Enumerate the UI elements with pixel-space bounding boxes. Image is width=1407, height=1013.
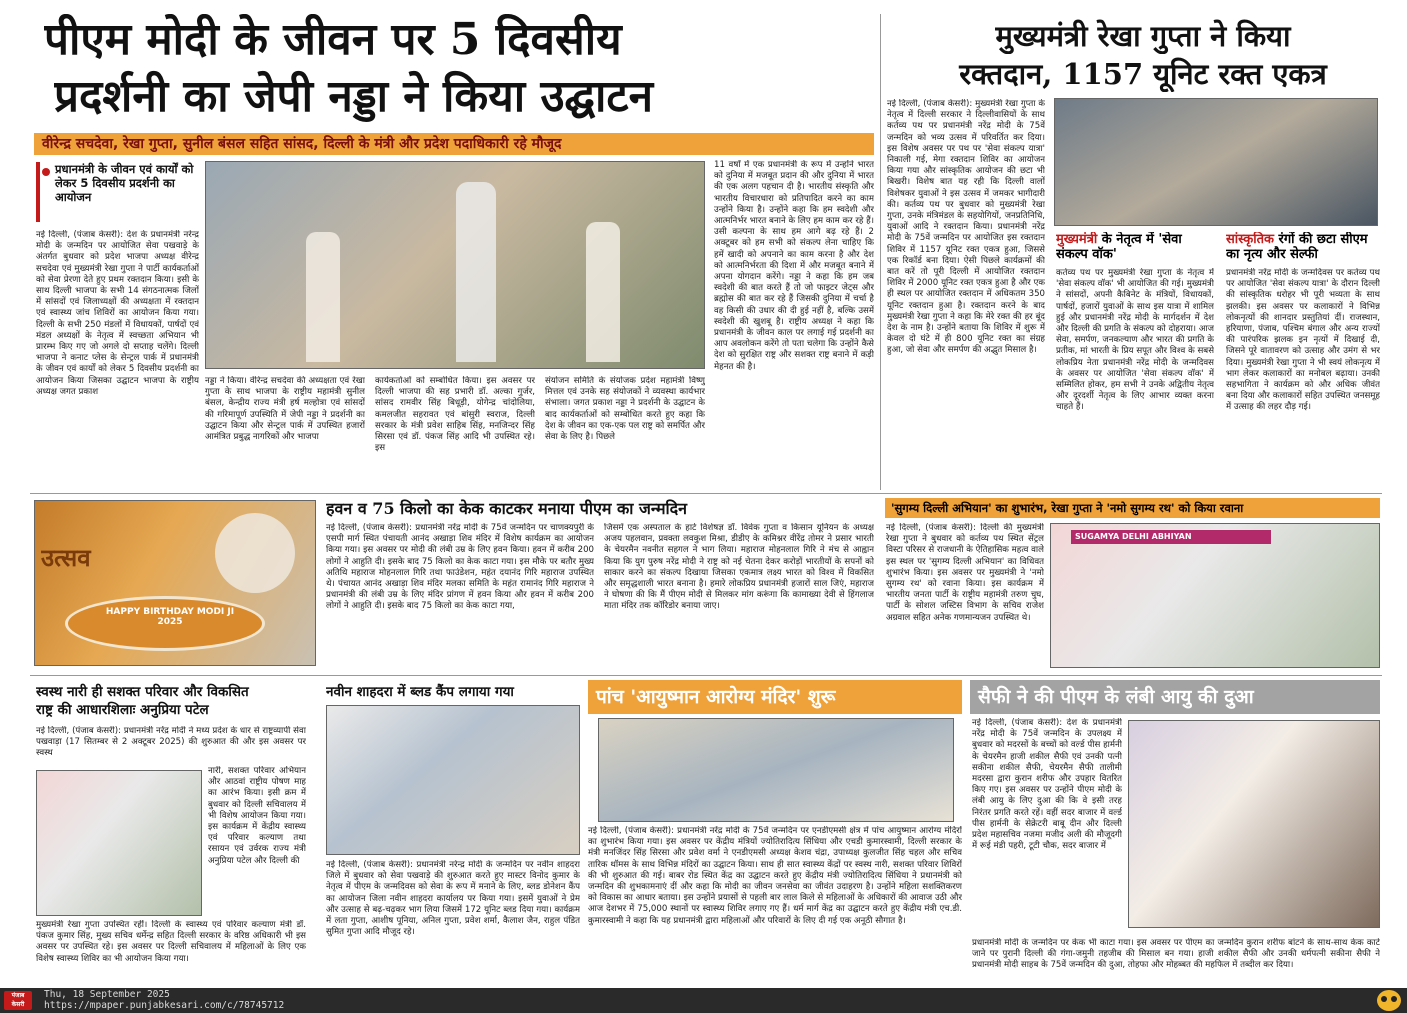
blood-subhead-2 <box>1226 232 1380 264</box>
blood-subhead-1-text: के नेतृत्व में 'सेवा संकल्प वॉक' <box>1056 232 1182 262</box>
saifi-col-side: नई दिल्ली, (पंजाब केसरी): देश के प्रधानमंत्री नरेंद्र मोदी के 75वें जन्मदिन के उपलक्ष्य में बुधवार को मदरसों के बच्चों को वर्ल्ड पीस हार्मनी के चेयरमैन हाजी शकील सैफी एवं उनकी पत्नी सकीना शकील सैफी, चेयरमैन सैफी तालीमी मदरसा द्वारा कुरान शरीफ और उपहार वितरित किए गए। इस अवसर पर उन्होंने पीएम मोदी के लंबी आयु के लिए दुआ की कि वे इसी तरह निरंतर प्रगति करते रहें। वहीं सदर बाजार में वर्ल्ड पीस हार्मनी के सेक्रेटरी बाबू दीन और दिल्ली प्रदेश महासचिव नजमा मजीद अली की मौजूदगी में रूई मंडी पहरी, टूटी चौक, सदर बाजार में <box>972 718 1122 852</box>
main-headline-line1: पीएम मोदी के जीवन पर 5 दिवसीय <box>44 14 622 65</box>
nari-headline-line1: स्वस्थ नारी ही सशक्त परिवार और विकसित <box>36 684 249 700</box>
cake-headline: हवन व 75 किलो का केक काटकर मनाया पीएम का जन्मदिन <box>326 499 688 518</box>
main-headline-strap: वीरेन्द्र सचदेवा, रेखा गुप्ता, सुनील बंसल सहित सांसद, दिल्ली के मंत्री और प्रदेश पदाधिकारी रहे मौजूद <box>34 133 874 155</box>
nari-col-bottom: मुख्यमंत्री रेखा गुप्ता उपस्थित रहीं। दिल्ली के स्वास्थ्य एवं परिवार कल्याण मंत्री डॉ. पंकज कुमार सिंह, मुख्य सचिव धर्मेन्द्र सहित दिल्ली सरकार के वरिष्ठ अधिकारी भी इस अवसर पर उपस्थित रहे। इस अवसर पर दिल्ली सचिवालय में महिलाओं के लिए एक विशेष स्वास्थ्य शिविर का भी आयोजन किया गया। <box>36 920 306 964</box>
saifi-col-bottom: प्रधानमंत्री मोदी के जन्मदिन पर केक भी काटा गया। इस अवसर पर पीएम का जन्मदिन कुरान शरीफ बांटने के साथ-साथ केक काटे जाने पर पुरानी दिल्ली की गंगा-जमुनी तहजीब की मिसाल बन गया। हाजी शकील सैफी और उनकी धर्मपत्नी सकीना सैफी ने प्रधानमंत्री मोदी साहब के 75वें जन्मदिन की दुआ, तोहफा और मोहब्बत की महफिल में तब्दील कर दिया। <box>972 938 1380 971</box>
column-separator <box>880 14 881 490</box>
sugamya-headline: 'सुगम्य दिल्ली अभियान' का शुभारंभ, रेखा गुप्ता ने 'नमो सुगम्य रथ' को किया रवाना <box>891 501 1244 515</box>
exhibition-col-4: संयोजन समिति के संयोजक प्रदेश महामंत्री विष्णु मित्तल एवं उनके सह संयोजकों ने व्यवस्था कार्यभार संभाला। जगत प्रकाश नड्डा ने प्रदर्शनी के उद्घाटन के बाद कार्यकर्ताओं को सम्बोधित करते हुए कहा कि देश के जीवन का एक-एक पल राष्ट्र को समर्पित और सेवा के लिए है। पिछले <box>545 376 705 443</box>
blood-subhead-2-text: रंगों की छटा सीएम का नृत्य और सेल्फी <box>1226 232 1368 262</box>
row-separator-2 <box>30 675 1382 676</box>
blood-headline-line1: मुख्यमंत्री रेखा गुप्ता ने किया <box>995 19 1291 53</box>
cake-photo-text-main: उत्सव <box>41 544 91 571</box>
nari-headline-line2: राष्ट्र की आधारशिलाः अनुप्रिया पटेल <box>36 702 209 718</box>
blood-camp-photo <box>326 705 580 855</box>
sugamya-col: नई दिल्ली, (पंजाब केसरी): दिल्ली की मुख्यमंत्री रेखा गुप्ता ने बुधवार को कर्तव्य पथ स्थित सेंट्रल विस्टा परिसर से राजधानी के ऐतिहासिक महत्व वाले इस स्थल पर 'सुगम्य दिल्ली अभियान' का विधिवत शुभारंभ किया। इस अवसर पर मुख्यमंत्री ने 'नमो सुगम्य रथ' को रवाना किया। इस कार्यक्रम में भारतीय जनता पार्टी के राष्ट्रीय महामंत्री तरुण चुघ, पार्टी के सोशल जस्टिस विभाग के सचिव राजेश अग्रवाल सहित अनेक गणमान्यजन उपस्थित थे। <box>886 523 1044 623</box>
logo-line1: पंजाब <box>11 992 25 999</box>
cake-col-1: नई दिल्ली, (पंजाब केसरी): प्रधानमंत्री नरेंद्र मोदी के 75वें जन्मदिन पर चाणक्यपुरी के एसपी मार्ग स्थित पंचायती आनंद अखाड़ा शिव मंदिर में विशेष कार्यक्रम का आयोजन किया गया। इस अवसर पर मोदी की लंबी उम्र के लिए हवन किया। हवन में करीब 200 लोगों ने आहुति दी। इसके बाद 75 किलो का केक काटा गया। इस मौके पर बतौर मुख्य अतिथि महाराज मोहनलाल गिरि तथा फाउंडेशन, महंत दयानंद गिरि महाराज उपस्थित थे। पंचायत आनंद अखाड़ा शिव मंदिर मलका समिति के महंत रामानंद गिरि महाराज ने प्रधानमंत्री की लंबी उम्र के लिए मंदिर प्रांगण में हवन किया और हवन में करीब 200 लोगों ने आहुति दी। इसके बाद 75 किलो का केक काटा गया, <box>326 523 594 612</box>
logo-line2: केसरी <box>11 1001 25 1008</box>
blood-camp-col: नई दिल्ली, (पंजाब केसरी): प्रधानमंत्री नरेन्द्र मोदी के जन्मदिन पर नवीन शाहदरा जिले में बुधवार को सेवा पखवाड़े की शुरुआत करते हुए मास्टर विनोद कुमार के नेतृत्व में पीएम के जन्मदिवस को सेवा के रूप में मनाने के लिए, ब्लड डोनेशन कैंप का आयोजन जिला नवीन शाहदरा कार्यालय पर किया गया। इसमें युवाओं ने प्रेम और उत्साह से बढ़-चढ़कर भाग लिया जिसमें 172 यूनिट ब्लड दिया गया। कार्यक्रम में लता गुप्ता, आशीष पूनिया, अनिल गुप्ता, प्रवेश शर्मा, कैलाश जैन, राहुल पंडित सुमित गुप्ता आदि मौजूद रहे। <box>326 860 580 938</box>
saifi-headline: सैफी ने की पीएम के लंबी आयु की दुआ <box>978 686 1254 708</box>
nari-photo <box>36 770 202 916</box>
main-headline-line2: प्रदर्शनी का जेपी नड्डा ने किया उद्घाटन <box>54 71 654 122</box>
exhibition-sidebar-head: प्रधानमंत्री के जीवन एवं कार्यों को लेकर 5 दिवसीय प्रदर्शनी का आयोजन <box>55 162 194 204</box>
exhibition-col-1: नई दिल्ली, (पंजाब केसरी): देश के प्रधानमंत्री नरेन्द्र मोदी के जन्मदिन पर आयोजित सेवा पखवाड़े के अंतर्गत बुधवार को प्रदेश भाजपा अध्यक्ष वीरेन्द्र सचदेवा एवं मुख्यमंत्री रेखा गुप्ता ने पार्टी कार्यकर्ताओं को सेवा प्रेरणा देते हुए प्रथम रक्तदान किया। इसी के साथ दिल्ली भाजपा के सभी 14 संगठनात्मक जिलों में सांसदों एवं जिलाध्यक्षों की अध्यक्षता में रक्तदान एवं स्वास्थ्य जांच शिविरों का आयोजन किया गया। दिल्ली के सभी 250 मंडलों में विधायकों, पार्षदों एवं मंडल अध्यक्षों के नेतृत्व में स्वच्छता अभियान भी प्रारम्भ किए गए जो अगले दो सप्ताह चलेंगे। दिल्ली भाजपा ने कनाट प्लेस के सेन्ट्रल पार्क में प्रधानमंत्री के जीवन एवं कार्यों को लेकर 5 दिवसीय प्रदर्शनी का आयोजन किया जिसका उद्घाटन भाजपा के राष्ट्रीय अध्यक्ष जगत प्रकाश <box>36 230 199 397</box>
exhibition-sidebar-box <box>36 162 199 222</box>
owl-icon[interactable] <box>1377 990 1401 1011</box>
sugamya-photo <box>1050 523 1380 668</box>
cake-photo-text-cake: HAPPY BIRTHDAY MODI JI 2025 <box>105 607 235 627</box>
row-separator-1 <box>30 493 1382 494</box>
arogya-photo <box>598 718 954 822</box>
photo-figure-left <box>306 232 340 362</box>
arogya-col: नई दिल्ली, (पंजाब केसरी): प्रधानमंत्री नरेंद्र मोदी के 75वें जन्मदिन पर एनडीएमसी क्षेत्र में पांच आयुष्मान आरोग्य मंदिरों का शुभारंभ किया गया। इस अवसर पर केंद्रीय मंत्रियों ज्योतिरादित्य सिंधिया और एचडी कुमारस्वामी, दिल्ली सरकार के मंत्री मनजिंदर सिंह सिरसा और प्रवेश वर्मा ने एनडीएमसी अध्यक्ष केशव चंद्रा, उपाध्यक्ष कुलजीत सिंह चहल और सचिव तारिक थॉमस के साथ विभिन्न मंदिरों का उद्घाटन किया। साथ ही सात स्वास्थ्य केंद्रों पर स्वस्थ नारी, सशक्त परिवार शिविरों की भी शुरुआत की गई। बाबर रोड स्थित केंद्र का उद्घाटन करते हुए केंद्रीय मंत्री ज्योतिरादित्य सिंधिया ने प्रधानमंत्री को जन्मदिन की शुभकामनाएं दीं और कहा कि मोदी का जीवन जनसेवा का जीवंत उदाहरण है। उन्होंने महिला सशक्तिकरण को विकास का आधार बताया। इस उन्होंने प्रयासों से पहली बार लाल किले से महिलाओं के अधिकारों की आवाज उठी और आज देशभर में 75,000 स्थानों पर स्वास्थ्य शिविर लगाए गए हैं। धर्म मार्ग केंद्र का उद्घाटन करते हुए केंद्रीय मंत्री एच.डी. कुमारस्वामी ने कहा कि यह प्रधानमंत्री द्वारा महिलाओं और परिवारों के लिए दी गई एक अनूठी सौगात है। <box>588 826 962 926</box>
exhibition-col-3: कार्यकर्ताओं को सम्बोधित किया। इस अवसर पर दिल्ली भाजपा की सह प्रभारी डॉ. अल्का गुर्जर, सांसद रामवीर सिंह बिधूड़ी, योगेन्द्र चांदोलिया, कमलजीत सहरावत एवं बांसुरी स्वराज, दिल्ली सरकार के मंत्री प्रवेश साहिब सिंह, मनजिन्दर सिंह सिरसा एवं डॉ. पंकज सिंह आदि भी उपस्थित रहे। इस <box>375 376 535 454</box>
exhibition-col-2: नड्डा ने किया। वीरेन्द्र सचदेवा की अध्यक्षता एवं रेखा गुप्ता के साथ भाजपा के राष्ट्रीय महामंत्री सुनील बंसल, केन्द्रीय राज्य मंत्री हर्ष मल्होत्रा एवं सांसदों की गरिमापूर्ण उपस्थिति में जेपी नड्डा ने प्रदर्शनी का उद्घाटन किया और सेन्ट्रल पार्क में उपस्थित हजारों आमंत्रित प्रबुद्ध नागरिकों और भाजपा <box>205 376 365 443</box>
blood-camp-headline: नवीन शाहदरा में ब्लड कैंप लगाया गया <box>326 684 514 700</box>
blood-col-2: कर्तव्य पथ पर मुख्यमंत्री रेखा गुप्ता के नेतृत्व में 'सेवा संकल्प वॉक' भी आयोजित की गई। मुख्यमंत्री ने सांसदों, अपनी कैबिनेट के मंत्रियों, विधायकों, पार्षदों, हजारों युवाओं के साथ इस यात्रा में शामिल हुई और प्रधानमंत्री नरेंद्र मोदी के मार्गदर्शन में देश और दिल्ली की प्रगति के संकल्प को दोहराया। आज सेवा, समर्पण, जनकल्याण और भारत की प्रगति के प्रतीक, मां भारती के प्रिय सपूत और विश्व के सबसे लोकप्रिय नेता प्रधानमंत्री नरेंद्र मोदी के जन्मदिवस के अवसर पर आयोजित 'सेवा संकल्प वॉक' में सम्मिलित होकर, हम सभी ने उनके अद्वितीय नेतृत्व और दूरदर्शी नेतृत्व के लिए आभार व्यक्त करना चाहते हैं। <box>1056 268 1214 413</box>
blood-col-1: नई दिल्ली, (पंजाब केसरी): मुख्यमंत्री रेखा गुप्ता के नेतृत्व में दिल्ली सरकार ने दिल्लीवासियों के साथ कर्तव्य पथ पर प्रधानमंत्री नरेंद्र मोदी के 75वें जन्मदिन को भव्य उत्सव में परिवर्तित कर दिया। इस विशेष अवसर पर पथ पर 'सेवा संकल्प यात्रा' निकाली गई, मेगा रक्तदान शिविर का आयोजन किया गया और सांस्कृतिक आयोजन की छटा भी बिखरी। विशेष बात यह रही कि दिल्ली वालों विशेषकर युवाओं ने इस उत्सव में जमकर भागीदारी की। कर्तव्य पथ पर बुधवार को मुख्यमंत्री रेखा गुप्ता, उनके मंत्रिमंडल के सहयोगियों, जनप्रतिनिधि, युवाओं आदि ने रक्तदान किया। प्रधानमंत्री नरेंद्र मोदी के 75वें जन्मदिन पर आयोजित इस रक्तदान शिविर में 1157 यूनिट रक्त एकत्र हुआ, जिससे एक रिकॉर्ड बना दिया। ऐसी पिछले कार्यक्रमों की बात करें तो पूरी दिल्ली में आयोजित रक्तदान शिविर में 2000 यूनिट रक्त एकत्र हुआ है और एक ही स्थल पर आयोजित रक्तदान में अधिकतम 350 यूनिट रक्तदान हुआ है। रक्तदान करने के बाद मुख्यमंत्री रेखा गुप्ता ने कहा कि मेरे रक्त की हर बूंद देश के नाम है। उन्होंने बताया कि शिविर में शुरू में केवल दो घंटे में ही 800 यूनिट रक्त का संग्रह हुआ, जो सेवा और समर्पण की अद्भुत मिसाल है। <box>887 99 1045 356</box>
cake-col-2: जिसमें एक अस्पताल के हार्ट विशेषज्ञ डॉ. विवेक गुप्ता व किसान यूनियन के अध्यक्ष अजय पहलवान, प्रवक्ता लवकुश मिश्रा, डीडीए के कमिश्नर वीरेंद्र तोमर ने प्रसार भारती के चेयरमैन नवनीत सहगल ने भाग लिया। महाराज मोहनलाल गिरि ने मंच से आह्वान किया कि युग पुरुष नरेंद्र मोदी ने राष्ट्र को नई चेतना देकर करोड़ों भारतीयों के सपनों को साकार करने का संकल्प दिखाया जिसका एकमात्र लक्ष्य भारत को विश्व में विकसित और समृद्धशाली भारत बनाना है। हमारे लोकप्रिय प्रधानमंत्री हजारों साल जिएं, महाराज ने घोषणा की कि मैं पीएम मोदी से मिलकर मांग करूंगा कि कामाख्या देवी से हिंगलाज माता मंदिर तक कॉरिडोर बनाया जाए। <box>604 523 874 612</box>
owl-eye-right-icon <box>1391 996 1397 1002</box>
nari-col-side: नारी, सशक्त परिवार अभियान और आठवां राष्ट्रीय पोषण माह का आरंभ किया। इसी क्रम में बुधवार को दिल्ली सचिवालय में भी विशेष आयोजन किया गया। इस कार्यक्रम में केंद्रीय स्वास्थ्य एवं परिवार कल्याण तथा रसायन एवं उर्वरक राज्य मंत्री अनुप्रिया पटेल और दिल्ली की <box>208 766 306 866</box>
blood-headline-line2: रक्तदान, 1157 यूनिट रक्त एकत्र <box>959 57 1327 91</box>
footer-bar <box>0 988 1407 1013</box>
blood-col-3: प्रधानमंत्री नरेंद्र मोदी के जन्मदिवस पर कर्तव्य पथ पर आयोजित 'सेवा संकल्प यात्रा' के दौरान दिल्ली की सांस्कृतिक धरोहर भी पूरी भव्यता के साथ झलकी। इस अवसर पर कलाकारों ने विभिन्न लोकनृत्यों की शानदार प्रस्तुतियां दीं। राजस्थान, हरियाणा, पंजाब, पश्चिम बंगाल और अन्य राज्यों की पारंपरिक झलक इन नृत्यों में दिखाई दी, जिसने पूरे वातावरण को उत्साह और उमंग से भर दिया। मुख्यमंत्री रेखा गुप्ता ने भी स्वयं लोकनृत्य में भाग लेकर कलाकारों का मनोबल बढ़ाया। उनकी सहभागिता ने कार्यक्रम को और अधिक जीवंत बना दिया और कलाकारों सहित उपस्थित जनसमूह में उत्साह की लहर दौड़ गई। <box>1226 268 1380 413</box>
seva-walk-photo <box>1054 98 1378 226</box>
arogya-headline-box <box>588 680 962 714</box>
punjab-kesari-logo <box>4 991 32 1010</box>
blood-subhead-2-red: सांस्कृतिक <box>1226 232 1274 247</box>
cake-photo <box>34 500 316 666</box>
blood-subhead-1 <box>1056 232 1214 264</box>
sugamya-headline-box <box>885 498 1380 518</box>
owl-eye-left-icon <box>1381 996 1387 1002</box>
photo-figure-right <box>586 222 620 362</box>
pm-portrait <box>215 513 295 593</box>
footer-url[interactable]: https://mpaper.punjabkesari.com/c/78745712 <box>44 1000 285 1011</box>
blood-subhead-1-red: मुख्यमंत्री <box>1056 232 1098 247</box>
saifi-headline-box <box>970 680 1380 714</box>
exhibition-col-5: 11 वर्षों में एक प्रधानमंत्री के रूप में उन्होंने भारत को दुनिया में मजबूत प्रदान की और दुनिया में भारत की एक अलग पहचान दी है। भारतीय संस्कृति और भारतीय विचारधारा को प्रतिपादित करने का काम उन्होंने किया है। उन्होंने कहा कि हम स्वदेशी और आत्मनिर्भर भारत बनाने के लिए हम काम कर रहे हैं। उसी कल्पना के साथ हम आगे बढ़ रहे हैं। 2 अक्टूबर को हम सभी को संकल्प लेना चाहिए कि हमें खादी को अपनाने का काम करना है और देश को आत्मनिर्भरता की दिशा में और मजबूत बनाने में अपना योगदान करेंगे। नड्डा ने कहा कि हम जब स्वदेशी की बात करते हैं तो जो फाइटर जेट्स और ब्रह्मोस की बात कर रहे हैं जिसकी दुनिया में चर्चा है वह किसी की उधार की दी हुई नहीं है, बल्कि उसमें स्वदेशी की खुशबू है। राष्ट्रीय अध्यक्ष ने कहा कि प्रधानमंत्री के जीवन काल पर लगाई गई प्रदर्शनी का आप अवलोकन करेंगे तो पता चलेगा कि उन्होंने कैसे देश को सुरक्षित राष्ट्र और सशक्त राष्ट्र बनाने में कड़ी मेहनत की है। <box>714 160 874 372</box>
saifi-photo <box>1128 720 1380 928</box>
photo-figure-center <box>456 182 496 362</box>
nari-col-top: नई दिल्ली, (पंजाब केसरी): प्रधानमंत्री नरेंद्र मोदी ने मध्य प्रदेश के धार से राष्ट्रव्यापी सेवा पखवाड़ा (17 सितम्बर से 2 अक्टूबर 2025) की शुरुआत की और इस अवसर पर स्वस्थ <box>36 726 306 759</box>
arogya-headline: पांच 'आयुष्मान आरोग्य मंदिर' शुरू <box>596 686 836 708</box>
sugamya-photo-banner: SUGAMYA DELHI ABHIYAN <box>1071 530 1271 544</box>
bullet-icon <box>42 168 50 176</box>
exhibition-photo <box>205 161 705 369</box>
footer-date: Thu, 18 September 2025 <box>44 989 170 1000</box>
